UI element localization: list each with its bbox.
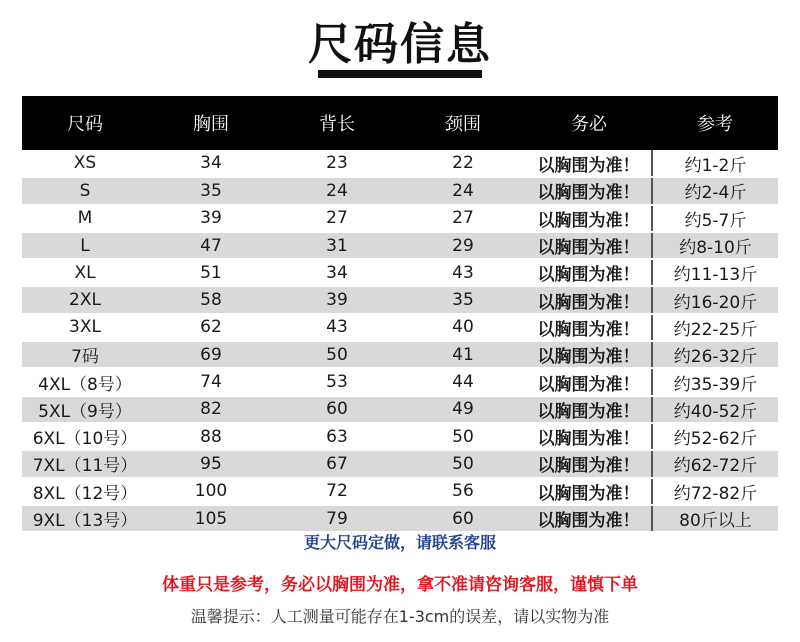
- table-row: [22, 450, 778, 477]
- cell-size: 5XL（9号）: [22, 396, 148, 423]
- cell-must: 以胸围为准！: [526, 177, 652, 204]
- cell-size: 6XL（10号）: [22, 423, 148, 450]
- cell-neck: 44: [400, 368, 526, 395]
- cell-reference: 约16-20斤: [652, 286, 778, 313]
- cell-chest: 51: [148, 259, 274, 286]
- cell-chest: 82: [148, 396, 274, 423]
- cell-chest: 69: [148, 341, 274, 368]
- cell-reference: 约22-25斤: [652, 314, 778, 341]
- cell-neck: 24: [400, 177, 526, 204]
- header-back-length: 背长: [274, 96, 400, 150]
- header-size: 尺码: [22, 96, 148, 150]
- header-neck: 颈围: [400, 96, 526, 150]
- contact-note: 更大尺码定做，请联系客服: [303, 533, 496, 552]
- cell-must: 以胸围为准！: [526, 368, 652, 395]
- cell-reference: 约26-32斤: [652, 341, 778, 368]
- table-row: [22, 177, 778, 204]
- header-reference: 参考: [652, 96, 778, 150]
- table-row: [22, 205, 778, 232]
- cell-chest: 74: [148, 368, 274, 395]
- cell-back-length: 79: [274, 505, 400, 532]
- cell-neck: 40: [400, 314, 526, 341]
- cell-reference: 约8-10斤: [652, 232, 778, 259]
- cell-must: 以胸围为准！: [526, 205, 652, 232]
- cell-chest: 88: [148, 423, 274, 450]
- cell-chest: 100: [148, 478, 274, 505]
- cell-neck: 50: [400, 423, 526, 450]
- table-row: [22, 341, 778, 368]
- cell-size: 8XL（12号）: [22, 478, 148, 505]
- cell-size: 4XL（8号）: [22, 368, 148, 395]
- cell-must: 以胸围为准！: [526, 150, 652, 177]
- cell-reference: 约72-82斤: [652, 478, 778, 505]
- cell-chest: 62: [148, 314, 274, 341]
- cell-reference: 80斤以上: [652, 505, 778, 532]
- cell-must: 以胸围为准！: [526, 450, 652, 477]
- header-must: 务必: [526, 96, 652, 150]
- table-row: [22, 232, 778, 259]
- cell-neck: 60: [400, 505, 526, 532]
- table-header-row: [22, 96, 778, 150]
- cell-size: M: [22, 205, 148, 232]
- cell-chest: 35: [148, 177, 274, 204]
- size-table: [22, 96, 778, 533]
- tip-note: 温馨提示：人工测量可能存在1-3cm的误差，请以实物为准: [190, 607, 610, 626]
- cell-chest: 95: [148, 450, 274, 477]
- cell-reference: 约35-39斤: [652, 368, 778, 395]
- cell-neck: 29: [400, 232, 526, 259]
- cell-chest: 39: [148, 205, 274, 232]
- cell-neck: 56: [400, 478, 526, 505]
- cell-reference: 约11-13斤: [652, 259, 778, 286]
- cell-must: 以胸围为准！: [526, 286, 652, 313]
- cell-size: XS: [22, 150, 148, 177]
- cell-back-length: 63: [274, 423, 400, 450]
- warning-note: 体重只是参考，务必以胸围为准，拿不准请咨询客服，谨慎下单: [162, 575, 638, 595]
- cell-must: 以胸围为准！: [526, 259, 652, 286]
- cell-size: 2XL: [22, 286, 148, 313]
- cell-neck: 43: [400, 259, 526, 286]
- cell-chest: 58: [148, 286, 274, 313]
- table-row: [22, 368, 778, 395]
- cell-size: 3XL: [22, 314, 148, 341]
- cell-must: 以胸围为准！: [526, 505, 652, 532]
- cell-must: 以胸围为准！: [526, 314, 652, 341]
- cell-back-length: 53: [274, 368, 400, 395]
- cell-back-length: 24: [274, 177, 400, 204]
- cell-reference: 约2-4斤: [652, 177, 778, 204]
- cell-reference: 约1-2斤: [652, 150, 778, 177]
- cell-neck: 49: [400, 396, 526, 423]
- table-row: [22, 286, 778, 313]
- cell-chest: 34: [148, 150, 274, 177]
- table-row: [22, 259, 778, 286]
- cell-neck: 35: [400, 286, 526, 313]
- cell-back-length: 23: [274, 150, 400, 177]
- cell-neck: 27: [400, 205, 526, 232]
- table-row: [22, 478, 778, 505]
- cell-must: 以胸围为准！: [526, 341, 652, 368]
- cell-size: 9XL（13号）: [22, 505, 148, 532]
- cell-back-length: 72: [274, 478, 400, 505]
- cell-chest: 47: [148, 232, 274, 259]
- table-row: [22, 150, 778, 177]
- cell-reference: 约52-62斤: [652, 423, 778, 450]
- cell-size: 7XL（11号）: [22, 450, 148, 477]
- title-underline: [318, 70, 482, 78]
- cell-size: L: [22, 232, 148, 259]
- table-row: [22, 423, 778, 450]
- table-row: [22, 505, 778, 532]
- cell-neck: 22: [400, 150, 526, 177]
- cell-back-length: 27: [274, 205, 400, 232]
- cell-reference: 约40-52斤: [652, 396, 778, 423]
- cell-back-length: 31: [274, 232, 400, 259]
- cell-size: 7码: [22, 341, 148, 368]
- cell-neck: 41: [400, 341, 526, 368]
- cell-back-length: 39: [274, 286, 400, 313]
- table-row: [22, 314, 778, 341]
- cell-back-length: 60: [274, 396, 400, 423]
- cell-must: 以胸围为准！: [526, 478, 652, 505]
- cell-must: 以胸围为准！: [526, 423, 652, 450]
- page-title: 尺码信息: [308, 19, 492, 70]
- cell-reference: 约5-7斤: [652, 205, 778, 232]
- cell-back-length: 67: [274, 450, 400, 477]
- cell-chest: 105: [148, 505, 274, 532]
- cell-size: S: [22, 177, 148, 204]
- cell-back-length: 34: [274, 259, 400, 286]
- cell-back-length: 43: [274, 314, 400, 341]
- cell-must: 以胸围为准！: [526, 396, 652, 423]
- header-chest: 胸围: [148, 96, 274, 150]
- cell-neck: 50: [400, 450, 526, 477]
- cell-size: XL: [22, 259, 148, 286]
- cell-must: 以胸围为准！: [526, 232, 652, 259]
- table-row: [22, 396, 778, 423]
- cell-back-length: 50: [274, 341, 400, 368]
- cell-reference: 约62-72斤: [652, 450, 778, 477]
